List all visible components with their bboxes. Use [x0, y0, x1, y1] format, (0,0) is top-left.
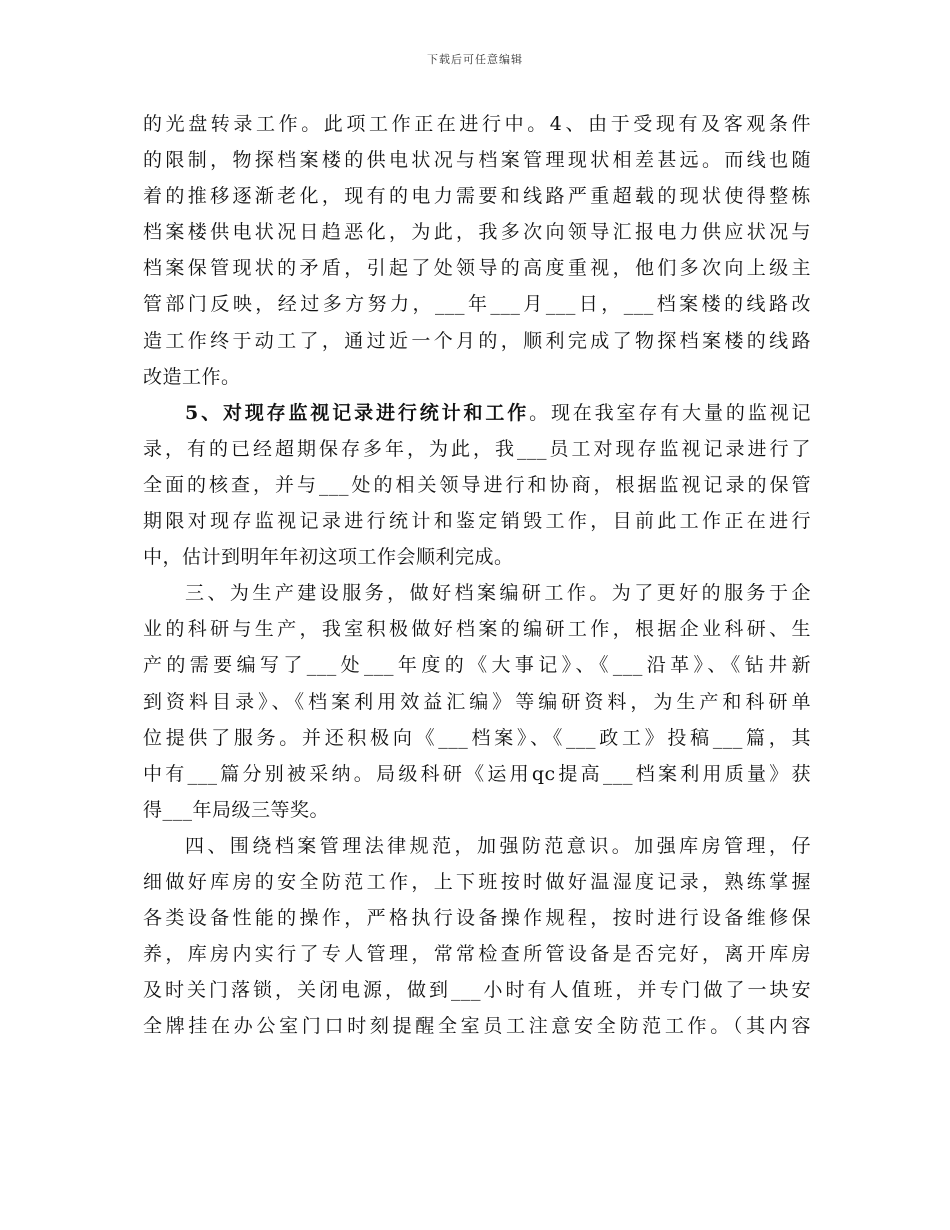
- text-line: [143, 539, 811, 575]
- text-line: [143, 720, 811, 756]
- line-text: 造工作终于动工了，通过近一个月的，顺利完成了物探档案楼的线路: [143, 329, 811, 352]
- text-line: [143, 106, 811, 142]
- line-text: 产的需要编写了___处___年度的《大事记》、《___沿革》、《钻井新: [143, 654, 811, 677]
- text-line: [143, 1008, 811, 1044]
- text-line: [143, 756, 811, 792]
- line-text: 档案保管现状的矛盾，引起了处领导的高度重视，他们多次向上级主: [143, 257, 811, 280]
- text-line: [143, 286, 811, 322]
- text-line: [143, 359, 811, 395]
- text-line: [143, 142, 811, 178]
- text-line: [143, 972, 811, 1008]
- text-line: [143, 575, 811, 611]
- bold-heading: 5、对现存监视记录进行统计和工作: [185, 401, 530, 424]
- line-text: 的限制，物探档案楼的供电状况与档案管理现状相差甚远。而线也随: [143, 149, 811, 172]
- line-text: 管部门反映，经过多方努力，___年___月___日，___档案楼的线路改: [143, 293, 811, 316]
- line-text: 中，估计到明年年初这项工作会顺利完成。: [143, 546, 514, 569]
- text-line: [143, 250, 811, 286]
- text-line: [143, 647, 811, 683]
- line-text: 着的推移逐渐老化，现有的电力需要和线路严重超载的现状使得整栋: [143, 185, 811, 208]
- text-line: [143, 792, 811, 828]
- line-text: 得___年局级三等奖。: [143, 798, 330, 821]
- text-line: [143, 864, 811, 900]
- text-line: [143, 503, 811, 539]
- text-line: [143, 900, 811, 936]
- line-text: 三、为生产建设服务，做好档案编研工作。为了更好的服务于企: [185, 582, 811, 605]
- line-text: 期限对现存监视记录进行统计和鉴定销毁工作，目前此工作正在进行: [143, 510, 811, 533]
- line-text: 养，库房内实行了专人管理，常常检查所管设备是否完好，离开库房: [143, 943, 811, 966]
- text-line: [143, 684, 811, 720]
- line-text: 的光盘转录工作。此项工作正在进行中。4、由于受现有及客观条件: [143, 113, 811, 135]
- line-text: 全牌挂在办公室门口时刻提醒全室员工注意安全防范工作。（其内容: [143, 1015, 811, 1038]
- page-header: 下载后可任意编辑: [427, 53, 523, 66]
- text-line: [143, 395, 811, 431]
- text-line: [143, 611, 811, 647]
- text-line: [143, 323, 811, 359]
- document-body: [143, 106, 811, 1044]
- line-text: 录，有的已经超期保存多年，为此，我___员工对现存监视记录进行了: [143, 437, 811, 460]
- text-line: [143, 467, 811, 503]
- text-line: [143, 936, 811, 972]
- line-text: 及时关门落锁，关闭电源，做到___小时有人值班，并专门做了一块安: [143, 979, 811, 1002]
- text-line: [143, 214, 811, 250]
- line-text: 。现在我室存有大量的监视记: [529, 401, 811, 424]
- line-text: 全面的核查，并与___处的相关领导进行和协商，根据监视记录的保管: [143, 473, 811, 496]
- text-line: [143, 828, 811, 864]
- line-text: 档案楼供电状况日趋恶化，为此，我多次向领导汇报电力供应状况与: [143, 221, 811, 244]
- line-text: 中有___篇分别被采纳。局级科研《运用qc提高___档案利用质量》获: [143, 762, 811, 785]
- line-text: 改造工作。: [143, 365, 241, 388]
- line-text: 四、围绕档案管理法律规范，加强防范意识。加强库房管理，仔: [185, 834, 811, 857]
- line-text: 位提供了服务。并还积极向《___档案》、《___政工》投稿___篇，其: [143, 726, 811, 749]
- line-text: 业的科研与生产，我室积极做好档案的编研工作，根据企业科研、生: [143, 618, 811, 641]
- line-text: 细做好库房的安全防范工作，上下班按时做好温湿度记录，熟练掌握: [143, 870, 811, 893]
- text-line: [143, 178, 811, 214]
- line-text: 到资料目录》、《档案利用效益汇编》等编研资料，为生产和科研单: [143, 690, 811, 713]
- text-line: [143, 431, 811, 467]
- line-text: 各类设备性能的操作，严格执行设备操作规程，按时进行设备维修保: [143, 907, 811, 930]
